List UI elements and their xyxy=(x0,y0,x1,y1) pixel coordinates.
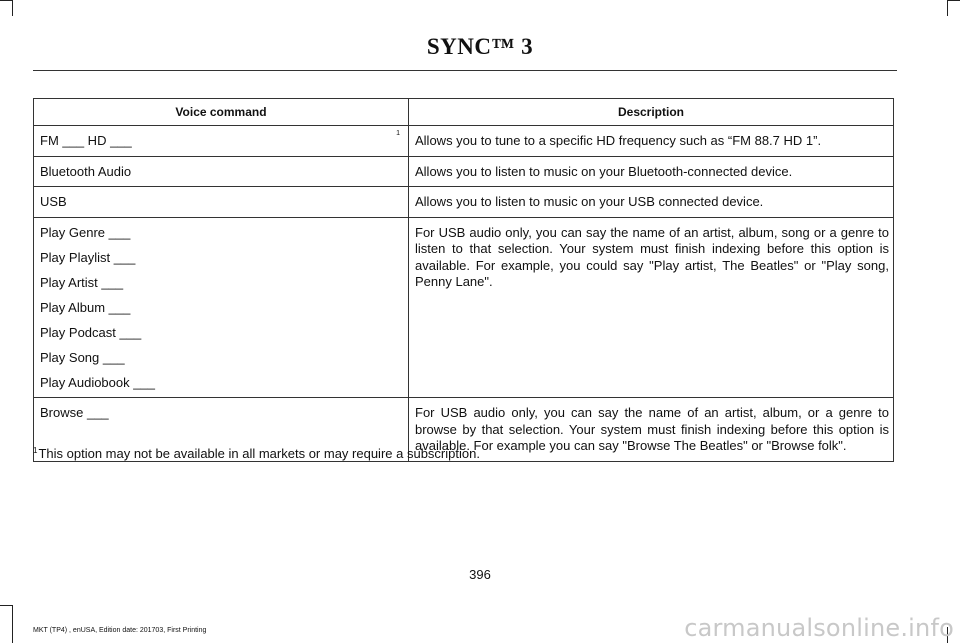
crop-mark xyxy=(0,605,12,606)
voice-command: Play Song ___ xyxy=(40,349,125,365)
footnote-number: 1 xyxy=(33,446,38,455)
watermark: carmanualsonline.info xyxy=(684,614,954,642)
voice-command-table xyxy=(33,98,894,462)
table-row xyxy=(34,187,894,218)
table-row xyxy=(34,217,894,398)
column-header-voice-command: Voice command xyxy=(34,99,409,126)
voice-command-cell xyxy=(34,217,409,398)
voice-command: USB xyxy=(40,194,67,209)
voice-command: Play Podcast ___ xyxy=(40,324,142,340)
footnote-text: This option may not be available in all markets or may require a subscription. xyxy=(38,446,480,461)
crop-mark xyxy=(947,0,960,1)
description-cell: For USB audio only, you can say the name of an artist, album, or a genre to browse by that selection. Your system must finish indexing before this option is available. For example you can say "Browse The Beatles" or "Browse folk". xyxy=(409,398,894,462)
voice-command: Play Artist ___ xyxy=(40,274,124,290)
table-header-row xyxy=(34,99,894,126)
footnote-reference: 1 xyxy=(396,130,400,137)
edition-line: MKT (TP4) , enUSA, Edition date: 201703, First Printing xyxy=(33,627,207,634)
page-number: 396 xyxy=(469,567,491,582)
voice-command: Play Album ___ xyxy=(40,299,131,315)
crop-mark xyxy=(0,0,12,1)
voice-command-cell xyxy=(34,156,409,187)
crop-mark xyxy=(947,0,948,16)
voice-command: Play Audiobook ___ xyxy=(40,374,155,390)
table-row xyxy=(34,126,894,157)
description-cell: Allows you to listen to music on your Bluetooth-connected device. xyxy=(409,156,894,187)
crop-mark xyxy=(12,0,13,16)
column-header-description: Description xyxy=(409,99,894,126)
voice-command-cell xyxy=(34,187,409,218)
description-cell: For USB audio only, you can say the name of an artist, album, song or a genre to listen to that selection. Your system must finish indexing before this option is available. For example, you could say "Play artist, The Beatles" or "Play song, Penny Lane". xyxy=(409,217,894,398)
voice-command: Bluetooth Audio xyxy=(40,163,132,179)
header-divider xyxy=(33,70,897,71)
voice-command: Play Playlist ___ xyxy=(40,249,136,265)
voice-command: FM ___ HD ___ xyxy=(40,133,132,148)
footnote xyxy=(33,443,893,462)
table-row xyxy=(34,156,894,187)
description-cell: Allows you to tune to a specific HD frequency such as “FM 88.7 HD 1”. xyxy=(409,126,894,157)
description-cell: Allows you to listen to music on your USB connected device. xyxy=(409,187,894,218)
voice-command-cell xyxy=(34,126,409,157)
voice-command: Play Genre ___ xyxy=(40,224,131,240)
page-header-title: SYNC™ 3 xyxy=(426,34,534,59)
crop-mark xyxy=(12,605,13,643)
voice-command: Browse ___ xyxy=(40,405,109,420)
